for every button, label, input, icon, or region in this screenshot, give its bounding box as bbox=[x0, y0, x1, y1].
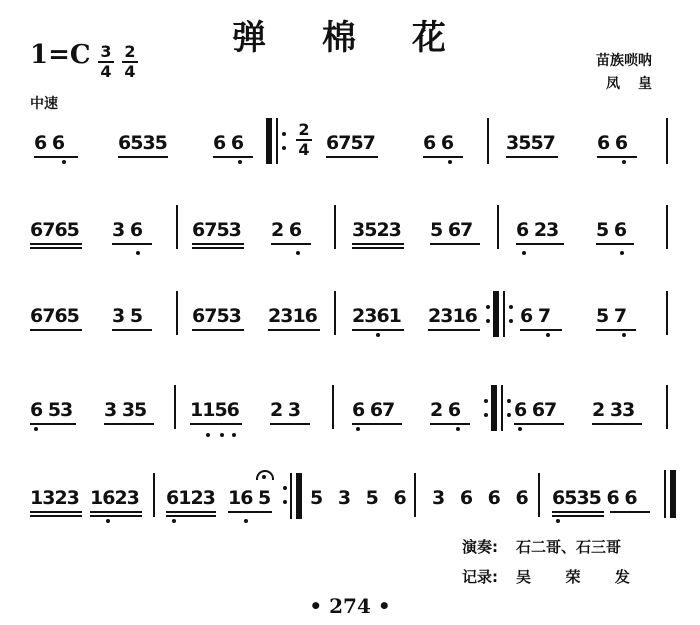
time-signature-3-4: 3 4 bbox=[98, 44, 114, 80]
repeat-barline bbox=[503, 291, 505, 337]
barline bbox=[538, 473, 540, 517]
repeat-barline bbox=[491, 385, 497, 431]
measure-note: 1623 bbox=[90, 487, 139, 509]
barline bbox=[334, 291, 336, 335]
recorder-name: 吴 荣 发 bbox=[516, 568, 638, 586]
repeat-dot bbox=[282, 146, 286, 150]
barline bbox=[414, 473, 416, 517]
repeat-barline bbox=[493, 291, 499, 337]
measure-note: 6535 bbox=[118, 132, 167, 154]
measure-note: 6 67 bbox=[352, 399, 395, 421]
barline bbox=[334, 205, 336, 249]
measure-note: 3 6 bbox=[112, 219, 143, 241]
measure-note: 2 6 bbox=[430, 399, 461, 421]
repeat-dot bbox=[283, 500, 287, 504]
measure-note: 6 6 bbox=[213, 132, 244, 154]
measure-note: 2 33 bbox=[592, 399, 635, 421]
final-barline bbox=[670, 470, 676, 518]
repeat-barline bbox=[296, 473, 302, 519]
repeat-dot bbox=[484, 399, 488, 403]
repeat-dot bbox=[283, 486, 287, 490]
tempo-marking: 中速 bbox=[30, 96, 58, 112]
measure-note: 1323 bbox=[30, 487, 79, 509]
measure-note: 3523 bbox=[352, 219, 401, 241]
repeat-dot bbox=[282, 132, 286, 136]
measure-note: 6757 bbox=[326, 132, 375, 154]
measure-note: 6 67 bbox=[514, 399, 557, 421]
barline bbox=[666, 118, 668, 164]
repeat-barline bbox=[290, 473, 292, 519]
barline bbox=[666, 385, 668, 429]
source-name: 凤皇 bbox=[606, 76, 670, 92]
measure-note: 6765 bbox=[30, 219, 79, 241]
repeat-dot bbox=[486, 319, 490, 323]
measure-note: 3 5 bbox=[112, 305, 143, 327]
barline bbox=[497, 205, 499, 249]
page-number: • 274 • bbox=[309, 594, 391, 618]
measure-note: 16 5 bbox=[228, 487, 271, 509]
song-title: 弹 棉 花 bbox=[232, 18, 468, 58]
measure-note: 5 6 bbox=[596, 219, 627, 241]
repeat-barline bbox=[266, 118, 272, 164]
measure-note: 5 7 bbox=[596, 305, 627, 327]
measure-note: 2316 bbox=[268, 305, 317, 327]
measure-note: 6 23 bbox=[516, 219, 559, 241]
barline bbox=[487, 118, 489, 164]
barline bbox=[666, 205, 668, 249]
barline bbox=[153, 473, 155, 517]
measure-note: 5 3 5 6 bbox=[310, 487, 411, 509]
recorder-label: 记录: bbox=[462, 568, 498, 586]
barline bbox=[332, 385, 334, 429]
final-barline bbox=[664, 470, 666, 518]
repeat-dot bbox=[509, 319, 513, 323]
barline bbox=[666, 291, 668, 335]
measure-note: 6 6 bbox=[34, 132, 65, 154]
barline bbox=[174, 385, 176, 429]
measure-note: 3557 bbox=[506, 132, 555, 154]
repeat-dot bbox=[509, 305, 513, 309]
measure-note: 2 6 bbox=[271, 219, 302, 241]
repeat-barline bbox=[276, 118, 278, 164]
repeat-dot bbox=[507, 413, 511, 417]
source-instrument: 苗族唢呐 bbox=[596, 53, 652, 69]
measure-note: 1156 bbox=[190, 399, 239, 421]
measure-note: 6 6 bbox=[423, 132, 454, 154]
barline bbox=[176, 205, 178, 249]
measure-note: 6 6 bbox=[597, 132, 628, 154]
measure-note: 6123 bbox=[166, 487, 215, 509]
measure-note: 6535 6 6 bbox=[552, 487, 637, 509]
repeat-dot bbox=[507, 399, 511, 403]
time-signature-2-4: 2 4 bbox=[122, 44, 138, 80]
measure-note: 2361 bbox=[352, 305, 401, 327]
performer-label: 演奏: bbox=[462, 538, 498, 556]
key-signature: 1=C bbox=[30, 40, 91, 70]
time-change: 2 4 bbox=[296, 122, 312, 158]
measure-note: 3 6 6 6 bbox=[432, 487, 533, 509]
repeat-dot bbox=[484, 413, 488, 417]
measure-note: 3 35 bbox=[104, 399, 147, 421]
measure-note: 6753 bbox=[192, 219, 241, 241]
performer-names: 石二哥、石三哥 bbox=[516, 538, 622, 556]
barline bbox=[176, 291, 178, 335]
repeat-dot bbox=[486, 305, 490, 309]
measure-note: 2 3 bbox=[270, 399, 301, 421]
measure-note: 6765 bbox=[30, 305, 79, 327]
measure-note: 6 53 bbox=[30, 399, 73, 421]
measure-note: 5 67 bbox=[430, 219, 473, 241]
measure-note: 6753 bbox=[192, 305, 241, 327]
measure-note: 2316 bbox=[428, 305, 477, 327]
measure-note: 6 7 bbox=[520, 305, 551, 327]
repeat-barline bbox=[501, 385, 503, 431]
